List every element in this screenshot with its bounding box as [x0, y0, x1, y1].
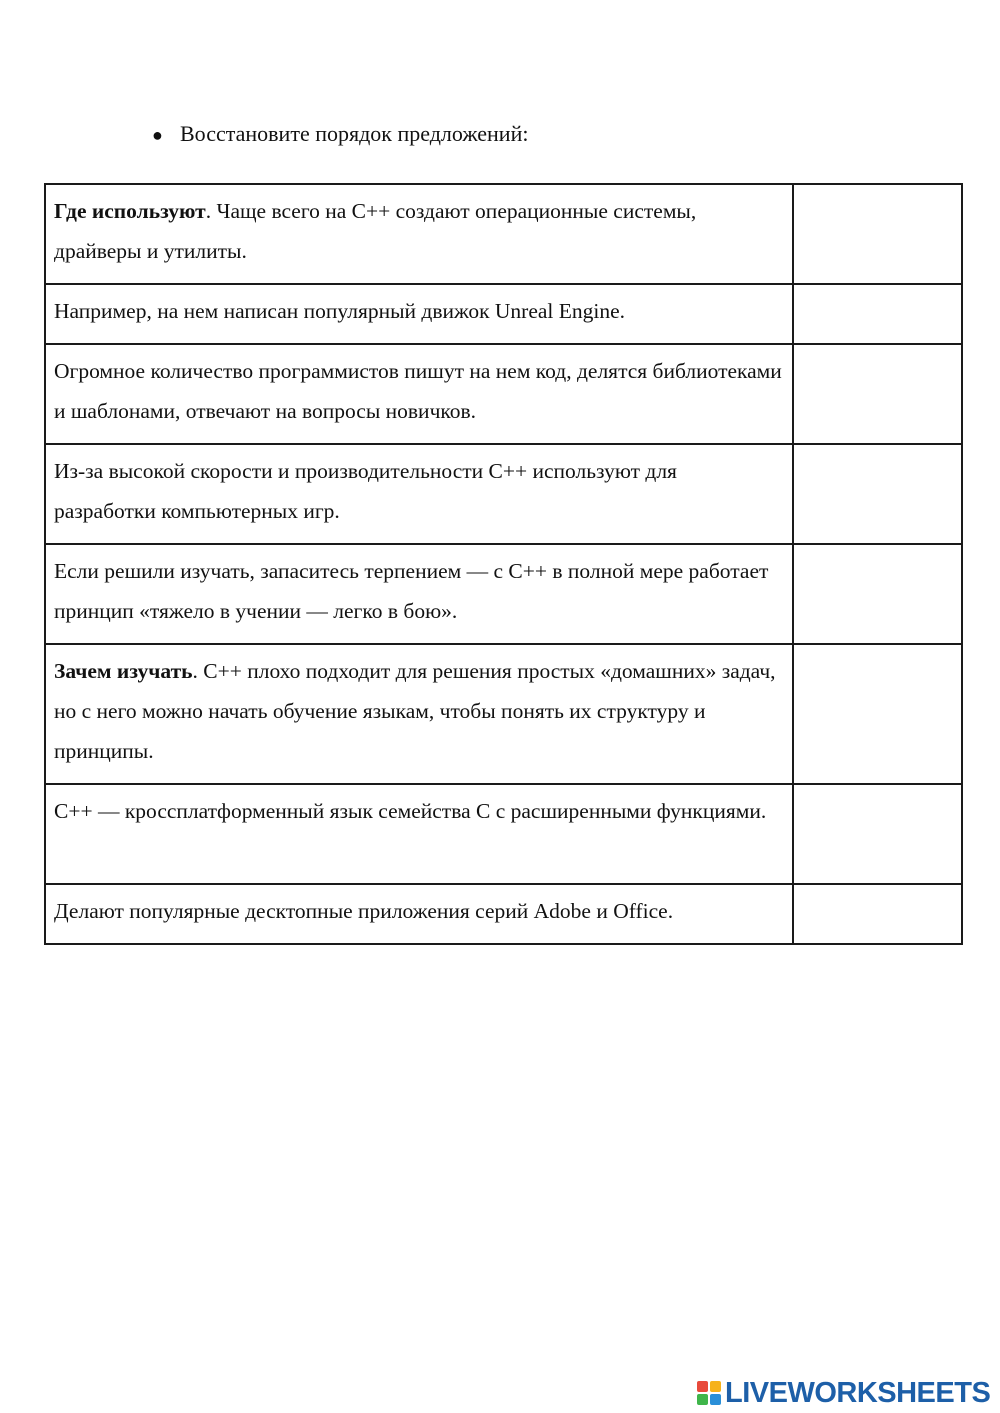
- answer-cell[interactable]: [793, 544, 962, 644]
- answer-cell[interactable]: [793, 444, 962, 544]
- instruction-text: Восстановите порядок предложений:: [180, 121, 529, 146]
- sentence-text: Например, на нем написан популярный движок Unreal Engine.: [54, 299, 626, 323]
- logo-mark-icon: [697, 1381, 721, 1405]
- sentence-cell: [45, 444, 793, 544]
- bullet-icon: ●: [152, 125, 163, 145]
- sentence-text: С++ — кроссплатформенный язык семейства С с расширенными функциями.: [54, 799, 767, 823]
- answer-cell[interactable]: [793, 184, 962, 284]
- liveworksheets-logo: [697, 1378, 990, 1408]
- logo-square: [710, 1394, 721, 1405]
- sentence-cell: [45, 344, 793, 444]
- sentence-text: Огромное количество программистов пишут на нем код, делятся библиотеками и шаблонами, отвечают на вопросы новичков.: [54, 359, 782, 423]
- sentence-text: . Чаще всего на С++ создают операционные системы, драйверы и утилиты.: [54, 199, 697, 263]
- sentence-bold-lead: Где используют: [54, 199, 206, 223]
- answer-cell[interactable]: [793, 884, 962, 944]
- logo-square: [697, 1381, 708, 1392]
- sentence-cell: [45, 184, 793, 284]
- logo-text: LIVEWORKSHEETS: [725, 1376, 991, 1409]
- sentence-cell: [45, 544, 793, 644]
- sentence-cell: [45, 284, 793, 344]
- sentence-bold-lead: Зачем изучать: [54, 659, 193, 683]
- logo-square: [697, 1394, 708, 1405]
- table-row: [45, 184, 962, 284]
- table-row: [45, 544, 962, 644]
- sentence-text: Если решили изучать, запаситесь терпением — с С++ в полной мере работает принцип «тяжело в учении — легко в бою».: [54, 559, 769, 623]
- sentence-cell: [45, 784, 793, 884]
- answer-cell[interactable]: [793, 284, 962, 344]
- table-row: [45, 884, 962, 944]
- sentence-text: . С++ плохо подходит для решения простых «домашних» задач, но с него можно начать обучение языкам, чтобы понять их структуру и принципы.: [54, 659, 776, 763]
- answer-cell[interactable]: [793, 644, 962, 784]
- instruction: [152, 118, 528, 151]
- sentence-text: Из-за высокой скорости и производительности С++ используют для разработки компьютерных игр.: [54, 459, 677, 523]
- answer-cell[interactable]: [793, 344, 962, 444]
- table-row: [45, 284, 962, 344]
- table-row: [45, 644, 962, 784]
- sentence-cell: [45, 884, 793, 944]
- sentence-text: Делают популярные десктопные приложения серий Adobe и Office.: [54, 899, 674, 923]
- table-row: [45, 344, 962, 444]
- sentence-cell: [45, 644, 793, 784]
- answer-cell[interactable]: [793, 784, 962, 884]
- sentence-order-table: [44, 183, 963, 945]
- logo-square: [710, 1381, 721, 1392]
- table-row: [45, 784, 962, 884]
- table-row: [45, 444, 962, 544]
